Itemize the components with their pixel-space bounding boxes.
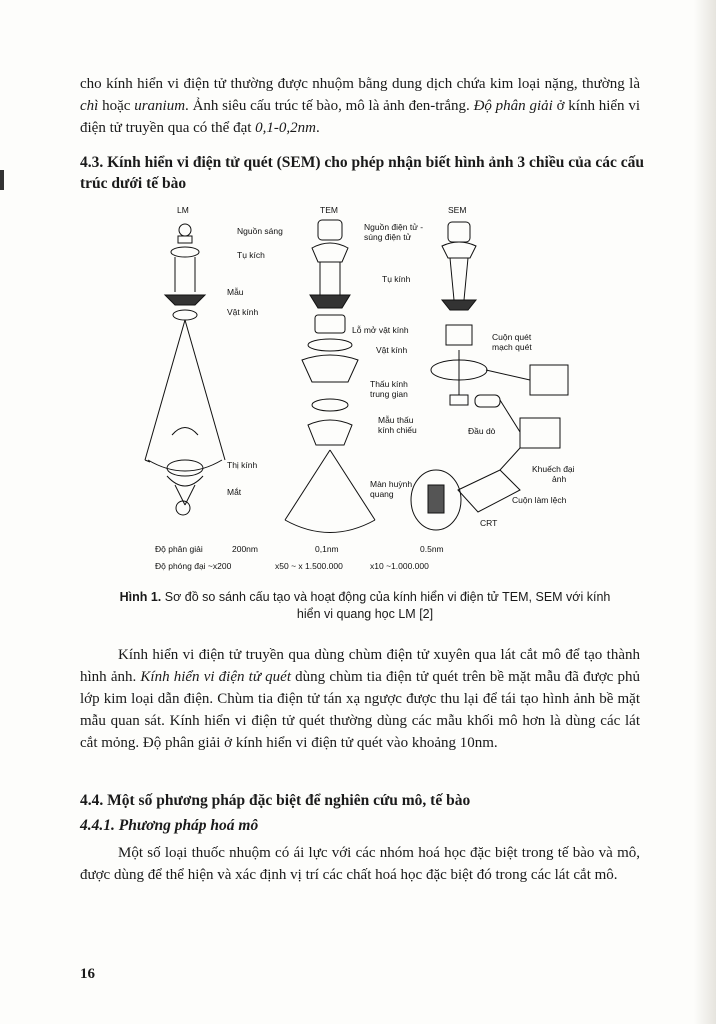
figure-caption: Hình 1. Sơ đồ so sánh cấu tạo và hoạt động của kính hiển vi điện tử TEM, SEM với kính hiển vi quang học LM [2]: [119, 590, 611, 621]
row-resolution-label: Độ phân giải: [155, 544, 203, 554]
row-magnification-label: Độ phóng đại ~x200: [155, 561, 232, 571]
tem-label: Nguồn điện tử -: [364, 222, 424, 232]
tem-label: Thấu kính: [370, 379, 408, 389]
sem-label: Cuộn quét: [492, 332, 532, 342]
sem-label: ảnh: [552, 474, 567, 484]
sem-label: Khuếch đại: [532, 464, 575, 474]
col-tem-title: TEM: [320, 205, 338, 215]
col-sem-title: SEM: [448, 205, 467, 215]
tem-diagram: [285, 220, 375, 533]
sem-diagram: [411, 222, 568, 530]
scan-mark: [0, 170, 4, 190]
page-number: 16: [80, 966, 95, 982]
tem-label: Mẫu thấu: [378, 415, 414, 425]
paragraph-sem: Kính hiển vi điện tử truyền qua dùng chùm điện tử xuyên qua lát cắt mô để tạo thành hình ảnh. Kính hiển vi điện tử quét dùng chùm tia điện tử quét trên bề mặt mẫu đã được phủ lớp kim loại dẫn điện. Chùm tia điện tử tán xạ ngược được thu lại để tái tạo hình ảnh bề mặt mẫu quan sát. Kính hiển vi điện tử quét thường dùng các mẫu khối mô hơn là dùng các lát cắt mỏng. Độ phân giải ở kính hiển vi điện tử quét vào khoảng 10nm.: [80, 647, 640, 751]
sem-label: Cuộn làm lệch: [512, 495, 567, 505]
col-lm-title: LM: [177, 205, 189, 215]
lm-label: Mắt: [227, 487, 242, 497]
tem-label: Vật kính: [376, 345, 408, 355]
paragraph-stain: cho kính hiển vi điện tử thường được nhuộm bằng dung dịch chứa kim loại nặng, thường là chì hoặc uranium. Ảnh siêu cấu trúc tế bào, mô là ảnh đen-trắng. Độ phân giải ở kính hiển vi điện tử truyền qua có thể đạt 0,1-0,2nm.: [80, 76, 640, 136]
tem-label: súng điện tử: [364, 232, 412, 242]
tem-label: quang: [370, 489, 394, 499]
tem-label: Màn huỳnh: [370, 479, 413, 489]
lm-diagram: [145, 224, 225, 515]
lm-label: Tụ kích: [237, 250, 265, 260]
row-magnification-tem: x50 ~ x 1.500.000: [275, 561, 343, 571]
heading-4-4-1: 4.4.1. Phương pháp hoá mô: [80, 817, 259, 834]
row-resolution-tem: 0,1nm: [315, 544, 339, 554]
tem-label: Lỗ mở vật kính: [352, 325, 409, 335]
row-resolution-lm: 200nm: [232, 544, 258, 554]
row-resolution-sem: 0.5nm: [420, 544, 444, 554]
lm-label: Mẫu: [227, 287, 244, 297]
sem-label: CRT: [480, 518, 498, 528]
microscope-comparison-figure: [80, 200, 640, 580]
lm-label: Vật kính: [227, 307, 259, 317]
heading-4-3: 4.3. Kính hiển vi điện tử quét (SEM) cho phép nhận biết hình ảnh 3 chiều của các cấu trúc dưới tế bào: [80, 154, 644, 192]
row-magnification-sem: x10 ~1.000.000: [370, 561, 429, 571]
paragraph-histochem: Một số loại thuốc nhuộm có ái lực với các nhóm hoá học đặc biệt trong tế bào và mô, được dùng để thể hiện và xác định vị trí các chất hoá học đặc biệt đó trong các lát cắt mô.: [80, 845, 640, 883]
page-edge-shadow: [694, 0, 716, 1024]
sem-label: Đầu dò: [468, 426, 496, 436]
heading-4-4: 4.4. Một số phương pháp đặc biệt để nghiên cứu mô, tế bào: [80, 792, 471, 809]
tem-label: trung gian: [370, 389, 408, 399]
lm-label: Thị kính: [227, 460, 258, 470]
lm-label: Nguồn sáng: [237, 226, 283, 236]
tem-label: Tụ kính: [382, 274, 411, 284]
sem-label: mạch quét: [492, 342, 532, 352]
tem-label: kính chiếu: [378, 425, 417, 435]
